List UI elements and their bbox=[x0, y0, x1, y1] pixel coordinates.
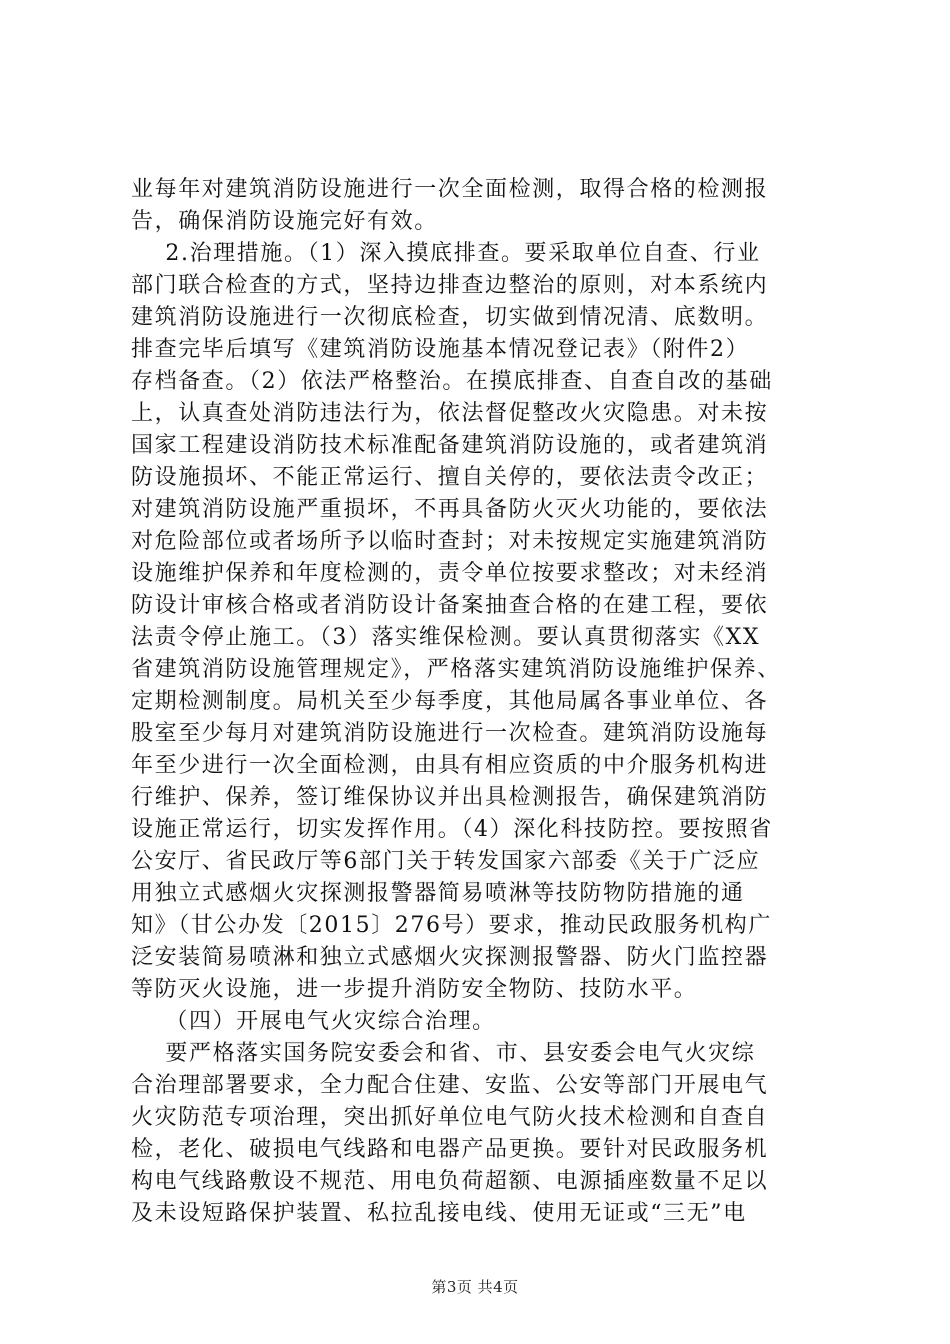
text-line: 年至少进行一次全面检测，由具有相应资质的中介服务机构进 bbox=[131, 753, 769, 778]
text-line: 省建筑消防设施管理规定》，严格落实建筑消防设施维护保养、 bbox=[131, 657, 781, 682]
text-line: 建筑消防设施进行一次彻底检查，切实做到情况清、底数明。 bbox=[131, 305, 769, 330]
text-line: 知》（甘公办发〔2015〕276号）要求，推动民政服务机构广 bbox=[131, 913, 772, 938]
text-line: 等防灭火设施，进一步提升消防安全物防、技防水平。 bbox=[131, 977, 698, 1002]
text-line: 股室至少每月对建筑消防设施进行一次检查。建筑消防设施每 bbox=[131, 721, 769, 746]
text-line: 构电气线路敷设不规范、用电负荷超额、电源插座数量不足以 bbox=[131, 1169, 769, 1194]
body-text bbox=[131, 174, 831, 1230]
text-line: 泛安装简易喷淋和独立式感烟火灾探测报警器、防火门监控器 bbox=[131, 945, 769, 970]
text-line: 业每年对建筑消防设施进行一次全面检测，取得合格的检测报 bbox=[131, 177, 769, 202]
text-line: 存档备查。（2）依法严格整治。在摸底排查、自查自改的基础 bbox=[131, 369, 773, 394]
text-line: 行维护、保养，签订维保协议并出具检测报告，确保建筑消防 bbox=[131, 785, 769, 810]
text-line: 火灾防范专项治理，突出抓好单位电气防火技术检测和自查自 bbox=[131, 1105, 769, 1130]
text-line: 设施正常运行，切实发挥作用。（4）深化科技防控。要按照省 bbox=[131, 817, 773, 842]
text-line: 设施维护保养和年度检测的，责令单位按要求整改；对未经消 bbox=[131, 561, 769, 586]
text-line: 用独立式感烟火灾探测报警器简易喷淋等技防物防措施的通 bbox=[131, 881, 745, 906]
text-line: （四）开展电气火灾综合治理。 bbox=[131, 1009, 496, 1034]
page-footer: 第3页 共4页 bbox=[431, 1278, 519, 1296]
text-line: 法责令停止施工。（3）落实维保检测。要认真贯彻落实《XX bbox=[131, 625, 761, 650]
text-line: 告，确保消防设施完好有效。 bbox=[131, 209, 438, 234]
text-line: 合治理部署要求，全力配合住建、安监、公安等部门开展电气 bbox=[131, 1073, 769, 1098]
text-line: 定期检测制度。局机关至少每季度，其他局属各事业单位、各 bbox=[131, 689, 769, 714]
text-line: 2.治理措施。（1）深入摸底排查。要采取单位自查、行业 bbox=[131, 241, 761, 266]
text-line: 对危险部位或者场所予以临时查封；对未按规定实施建筑消防 bbox=[131, 529, 769, 554]
text-line: 对建筑消防设施严重损坏，不再具备防火灭火功能的，要依法 bbox=[131, 497, 769, 522]
text-line: 上，认真查处消防违法行为，依法督促整改火灾隐患。对未按 bbox=[131, 401, 769, 426]
text-line: 要严格落实国务院安委会和省、市、县安委会电气火灾综 bbox=[131, 1041, 756, 1066]
text-line: 排查完毕后填写《建筑消防设施基本情况登记表》（附件2） bbox=[131, 337, 750, 362]
text-line: 检，老化、破损电气线路和电器产品更换。要针对民政服务机 bbox=[131, 1137, 769, 1162]
text-line: 公安厅、省民政厅等6部门关于转发国家六部委《关于广泛应 bbox=[131, 849, 761, 874]
text-line: 及未设短路保护装置、私拉乱接电线、使用无证或“三无”电 bbox=[131, 1201, 747, 1226]
text-line: 防设计审核合格或者消防设计备案抽查合格的在建工程，要依 bbox=[131, 593, 769, 618]
text-line: 防设施损坏、不能正常运行、擅自关停的，要依法责令改正； bbox=[131, 465, 769, 490]
text-line: 部门联合检查的方式，坚持边排查边整治的原则，对本系统内 bbox=[131, 273, 769, 298]
text-line: 国家工程建设消防技术标准配备建筑消防设施的，或者建筑消 bbox=[131, 433, 769, 458]
